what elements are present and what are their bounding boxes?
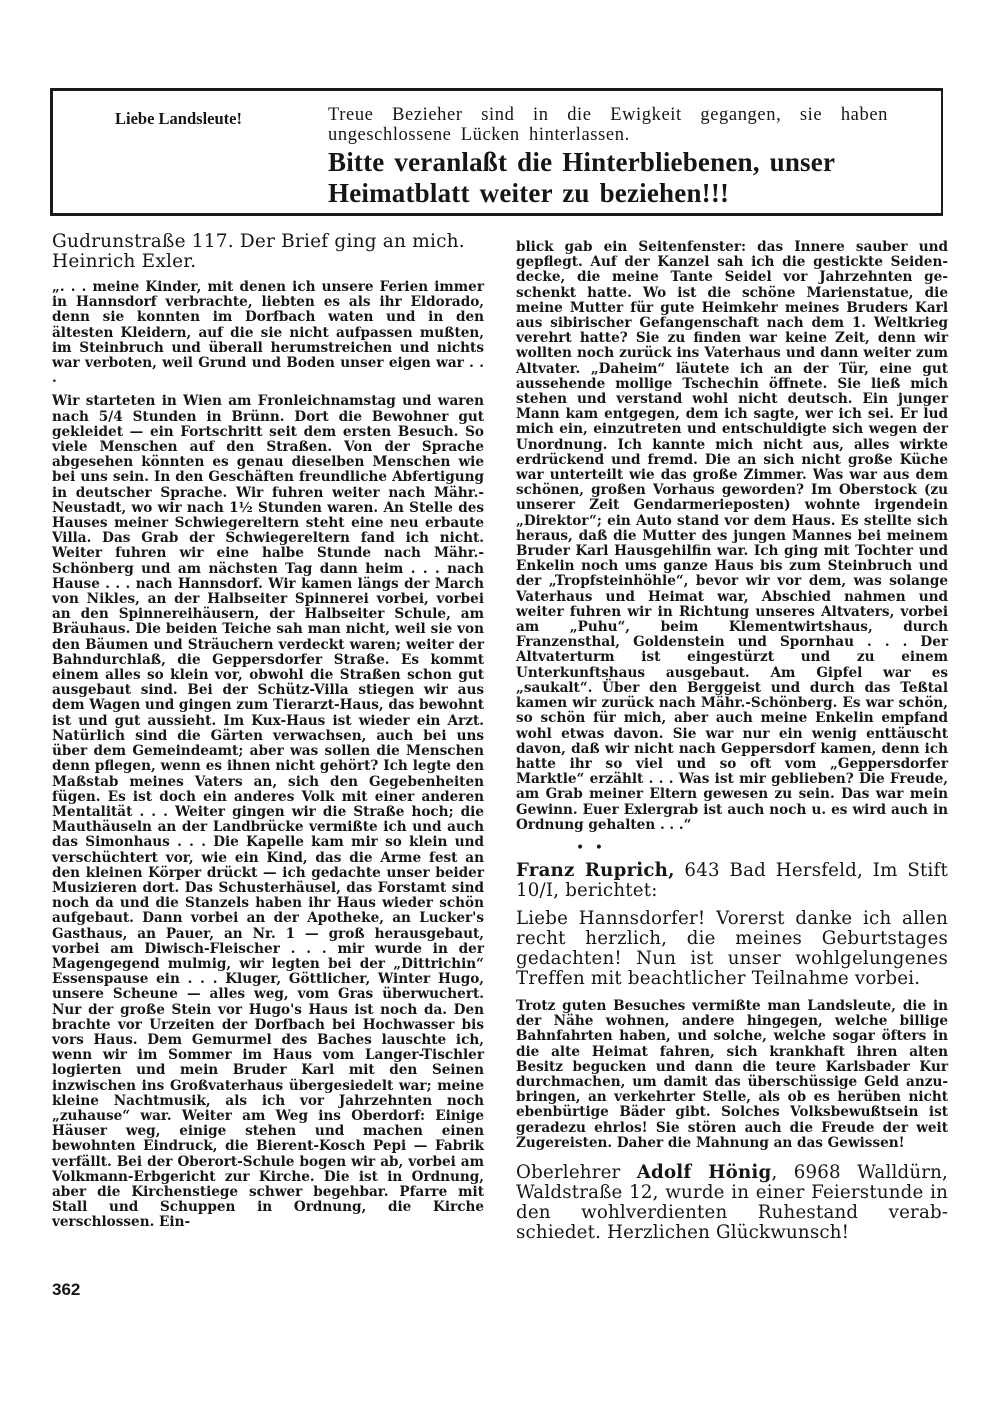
left-column bbox=[52, 232, 484, 1239]
retirement-name: Adolf Hönig bbox=[636, 1161, 772, 1183]
report-author-name: Franz Ruprich, bbox=[516, 859, 675, 881]
report-greeting: Liebe Hannsdorfer! Vorerst danke ich allen recht herzlich, die meines Geburtstages gedachten! Nun ist unser wohlgelungenes Treffen mit beachtlicher Teilnahme vorbei. bbox=[516, 907, 948, 989]
notice-text: Treue Bezieher sind in die Ewigkeit gegangen, sie haben ungeschlossene Lücken hinterlassen. bbox=[328, 105, 888, 145]
report-heading bbox=[516, 861, 948, 901]
letter-paragraph-1: „. . . meine Kinder, mit denen ich unsere Ferien immer in Hannsdorf verbrachte, liebten es als ihr Eldorado, denn sie konnten im Dorfbach waten und in den ältesten Kleidern, auf die sie nicht aufpassen mußten, im Steinbruch und überall herumstreichen und nichts war verboten, weil Grund und Boden unser eigen war . . . bbox=[52, 279, 484, 387]
retirement-notice bbox=[516, 1163, 948, 1243]
separator-dots: • • bbox=[576, 839, 606, 856]
retirement-prefix: Oberlehrer bbox=[516, 1161, 637, 1183]
notice-greeting: Liebe Landsleute! bbox=[115, 109, 242, 128]
right-column bbox=[516, 240, 948, 1243]
letter-paragraph-2: Wir starteten in Wien am Fronleichnamstag und waren nach 5/4 Stunden in Brünn. Dort die Bewohner gut gekleidet — ein Fortschritt seit dem ersten Besuch. So viele Menschen auf den Straßen. Von der Sprache abgesehen könnten es genau dieselben Menschen wie bei uns sein. In den Geschäften freundliche Abfertigung in deutscher Sprache. Wir fuhren weiter nach Mähr.-Neustadt, wo wir nach 1½ Stunden waren. An Stelle des Hauses meiner Schwiegereltern steht eine neu erbaute Villa. Das Grab der Schwiegereltern fand ich nicht. Weiter fuhren wir eine halbe Stunde nach Mähr.-Schönberg und am nächsten Tag dann heim . . . nach Hause . . . nach Hannsdorf. Wir kamen längs der March von Nikles, an der Halbseiter Spinnerei vorbei, vorbei an den Spinnereihäusern, der Halbseiter Schule, am Bräuhaus. Die beiden Teiche sah man nicht, weil sie von den Bäumen und Sträuchern verdeckt waren; weiter der Bahndurchlaß, die Geppersdorfer Straße. Es kommt einem alles so klein vor, obwohl die Straßen schon gut ausgebaut sind. Bei der Schütz-Villa stiegen wir aus dem Wagen und gingen zum Tierarzt-Haus, das bewohnt ist und gut aussieht. Im Kux-Haus ist wieder ein Arzt. Natürlich sind die Gärten verwachsen, auch bei uns über dem Gemeindeamt; aber was sollen die Menschen denn pflegen, wenn es ihnen nicht gehört? Ich legte den Maßstab meines Vaters an, sich den Gegebenheiten fügen. Es ist doch ein anderes Volk mit einer anderen Mentalität . . . Weiter gingen wir die Straße hoch; die Mauthäuseln an der Landbrücke vermißte ich und auch das Simonhaus . . . Die Kapelle kam mir so klein und verschüchtert vor, wie ein Kind, das die Arme fest an den kleinen Körper drückt — ich gedachte unser beider Musizieren dort. Das Schusterhäusel, das Forstamt sind noch da und die Stanzels haben ihr Haus wieder schön aufgebaut. Dann vorbei an der Apotheke, an Lucker's Gasthaus, an Pauer, an Nr. 1 — groß herausgebaut, vorbei am Diwisch-Fleischer . . . mir wurde in der Magengegend mulmig, wir legten bei der „Dittrichin“ Essenspause ein . . . Kluger, Göttlicher, Winter Hugo, unsere Scheune — alles weg, vom Gras überwuchert. Nur der große Stein vor Hugo's Haus ist noch da. Den brachte vor Urzeiten der Dorfbach bei Hochwasser bis vors Haus. Dem Gemurmel des Baches lauschte ich, wenn wir im Sommer im Haus vom Langer-Tischler logierten und mein Bruder Karl mit den Seinen inzwischen ins Großvaterhaus übergesiedelt war; meine kleine Nachtmusik, als ich vor Jahrzehnten noch „zuhause“ war. Weiter am Weg ins Oberdorf: Einige Häuser weg, einige stehen und machen einen bewohnten Eindruck, die Bierent-Kosch Pepi — Fabrik verfällt. Bei der Oberort-Schule bogen wir ab, vorbei am Volkmann-Erbgericht zur Kirche. Die ist in Ordnung, aber die Kirchenstiege schwer begehbar. Pfarre mit Stall und Schuppen in Ordnung, die Kirche verschlossen. Ein- bbox=[52, 393, 484, 1231]
report-body: Trotz guten Besuches vermißte man Landsleute, die in der Nähe wohnen, andere hingegen, welche billige Bahnfahrten haben, und solche, welche sogar öfters in die alte Heimat fahren, sich krankhaft ihren alten Besitz begucken und dann die teure Karlsbader Kur durchmachen, um damit das überschüssige Geld anzubringen, an verkehrter Stelle, als ob es herüben nicht ebenbürtige Bäder gibt. Solches Volksbewußtsein ist geradezu ehrlos! Sie stören auch die Freude der weit Zugereisten. Daher die Mahnung an das Gewissen! bbox=[516, 997, 948, 1151]
notice-box bbox=[50, 88, 943, 216]
page-number: 362 bbox=[52, 1280, 81, 1299]
letter-lead: Gudrunstraße 117. Der Brief ging an mich. Heinrich Exler. bbox=[52, 231, 465, 272]
letter-continuation: blick gab ein Seitenfenster: das Innere sauber und gepflegt. Auf der Kanzel sah ich die gestickte Seidendecke, die meine Tante Seidel vor Jahrzehnten geschenkt hatte. Wo ist die schöne Marienstatue, die meine Mutter für gute Heimkehr meines Bruders Karl aus sibirischer Gefangenschaft nach dem 1. Weltkrieg verehrt hatte? Sie zu finden war keine Zeit, denn wir wollten noch zurück ins Vaterhaus und dann weiter zum Altvater. „Daheim“ läutete ich an der Tür, eine gut aussehende mollige Tschechin öffnete. Sie ließ mich stehen und verstand wohl nicht deutsch. Ein junger Mann kam entgegen, dem ich sagte, wer ich sei. Er lud mich ein, einzutreten und entschuldigte sich wegen der Unordnung. Ich kannte mich nicht aus, alles wirkte erdrückend und fremd. Die an sich nicht große Küche war unterteilt wie das große Zimmer. Was war aus dem schönen, großen Vorhaus geworden? Im Oberstock (zu unserer Zeit Gendarmerieposten) wohnte irgendein „Direktor“; ein Auto stand vor dem Haus. Es stellte sich heraus, daß die Mutter des jungen Mannes bei meinem Bruder Karl Hausgehilfin war. Ich ging mit Tochter und Enkelin noch ums ganze Haus bis zum Steinbruch und der „Tropfsteinhöhle“, bevor wir vor dem, was solange Vaterhaus und Heimat war, Abschied nahmen und weiter fuhren wir in Richtung unseres Altvaters, vorbei am „Puhu“, beim Klementwirtshaus, durch Franzensthal, Goldenstein und Spornhau . . . Der Altvaterturm ist eingestürzt und zu einem Unterkunftshaus ausgebaut. Am Gipfel war es „saukalt“. Über den Berggeist und durch das Teßtal kamen wir zurück nach Mähr.-Schönberg. Es war schön, so schön für mich, aber auch meine Enkelin empfand wohl etwas davon. Sie war nur ein wenig enttäuscht davon, daß wir nicht nach Geppersdorf kamen, denn ich hatte ihr so viel und so oft vom „Geppersdorfer Marktle“ erzählt . . . Was ist mir geblieben? Die Freude, am Grab meiner Eltern gewesen zu sein. Das war mein Gewinn. Euer Exlergrab ist auch noch u. es wird auch in Ordnung gehalten . . .“ bbox=[516, 239, 948, 833]
notice-appeal: Bitte veranlaßt die Hinterbliebenen, unser Heimatblatt weiter zu beziehen!!! bbox=[328, 147, 835, 208]
retirement-text: , 6968 Walldürn, Waldstraße 12, wurde in einer Feierstunde in den wohlverdienten Ruhestand verabschiedet. Herzlichen Glückwunsch! bbox=[516, 1161, 949, 1243]
report-author-address: 643 Bad Hersfeld, Im Stift 10/I, berichtet: bbox=[516, 859, 948, 901]
